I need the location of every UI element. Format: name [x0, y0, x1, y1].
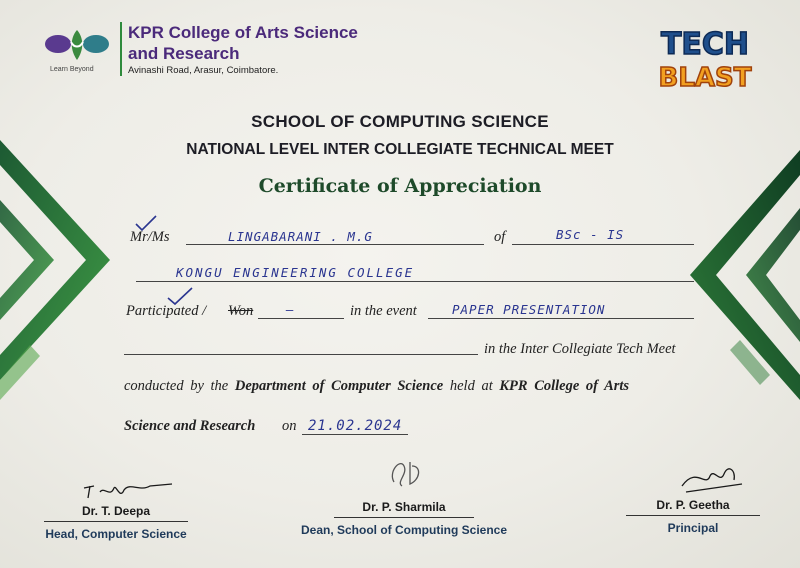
signature-line-1 — [44, 521, 188, 522]
signatory-1-title: Head, Computer Science — [45, 527, 187, 541]
venue-line2: Science and Research — [124, 418, 256, 434]
meet-suffix: in the Inter Collegiate Tech Meet — [484, 341, 676, 357]
blank-line — [124, 354, 478, 355]
tick-mark-icon — [134, 214, 158, 232]
signature-line-3 — [626, 515, 760, 516]
college-tagline: Learn Beyond — [50, 66, 94, 73]
won-label: Won — [228, 303, 254, 319]
event-label: in the event — [350, 303, 417, 319]
tick-mark-icon — [166, 286, 194, 306]
signature-geetha — [676, 456, 746, 496]
college-name: KPR College of Arts Science and Research — [128, 23, 358, 63]
tech-blast-line2: BLAST — [658, 63, 752, 93]
recipient-class: BSc - IS — [556, 227, 625, 242]
signatory-2-title: Dean, School of Computing Science — [300, 523, 508, 537]
signatory-2-name: Dr. P. Sharmila — [362, 500, 446, 514]
participated-label: Participated / — [126, 303, 207, 319]
name-line — [186, 244, 484, 245]
college-logo-icon — [40, 22, 118, 72]
school-title: SCHOOL OF COMPUTING SCIENCE — [251, 112, 549, 131]
signatory-1-name: Dr. T. Deepa — [81, 504, 151, 518]
event-date: 21.02.2024 — [308, 418, 403, 434]
venue-line1: KPR College of Arts — [499, 378, 630, 394]
college-address: Avinashi Road, Arasur, Coimbatore. — [128, 65, 279, 76]
recipient-college: KONGU ENGINEERING COLLEGE — [176, 265, 415, 280]
class-line — [512, 244, 694, 245]
tech-blast-line1: TECH — [660, 27, 750, 62]
salutation-label: Mr/Ms — [130, 229, 170, 245]
position-line — [258, 318, 344, 319]
on-label: on — [282, 418, 297, 434]
certificate-title: Certificate of Appreciation — [258, 175, 542, 197]
signatory-3-name: Dr. P. Geetha — [656, 498, 730, 512]
recipient-name: LINGABARANI . M.G — [228, 229, 373, 244]
held-at-text: held at — [449, 378, 493, 394]
department-name: Department of Computer Science — [234, 378, 444, 394]
signature-deepa — [80, 476, 180, 506]
college-line — [136, 281, 694, 282]
conducted-text — [124, 378, 629, 395]
position-value: — — [286, 302, 295, 317]
of-label: of — [494, 229, 506, 245]
meet-title: NATIONAL LEVEL INTER COLLEGIATE TECHNICAL MEET — [186, 141, 614, 158]
conducted-prefix: conducted by the — [124, 378, 229, 394]
date-line — [302, 434, 408, 435]
signatory-3-title: Principal — [667, 521, 719, 535]
header-divider — [120, 22, 122, 76]
signature-line-2 — [334, 517, 474, 518]
signature-sharmila — [386, 452, 436, 492]
tech-blast-logo — [640, 22, 770, 97]
event-name: PAPER PRESENTATION — [452, 302, 606, 317]
event-line — [428, 318, 694, 319]
